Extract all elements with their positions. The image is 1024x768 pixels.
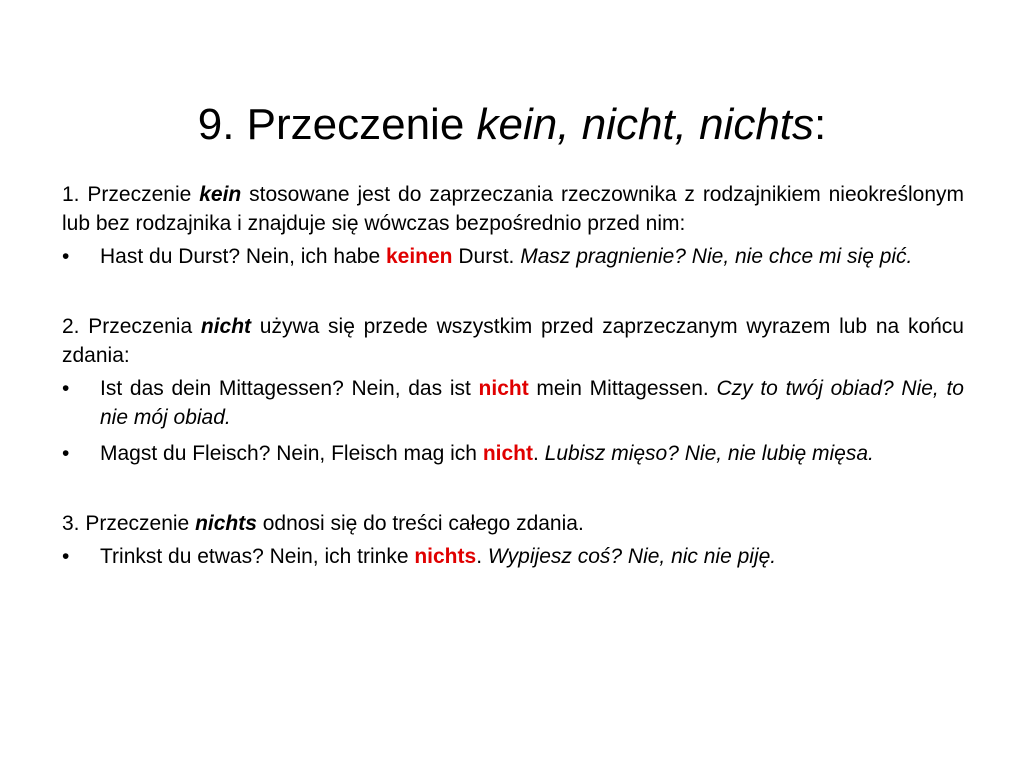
title-prefix: 9. Przeczenie (197, 100, 477, 150)
section-kein (62, 180, 964, 271)
section-intro (62, 180, 964, 238)
keyword: nicht (200, 315, 252, 338)
example-german: Magst du Fleisch? Nein, Fleisch mag ich (100, 442, 483, 465)
section-nichts (62, 509, 964, 571)
example-list (62, 374, 964, 468)
example-german: . (533, 442, 545, 465)
intro-text: używa się przede wszystkim przed zaprzeczanym wyrazem lub na końcu zdania: (62, 315, 964, 367)
example-translation: Wypijesz coś? Nie, nic nie piję. (487, 545, 777, 568)
bullet-icon: • (62, 245, 70, 268)
intro-text: 1. Przeczenie (62, 183, 200, 206)
keyword: nichts (195, 512, 257, 535)
example-german: Hast du Durst? Nein, ich habe (100, 245, 386, 268)
section-intro (62, 509, 964, 538)
example-german: . (476, 545, 488, 568)
negation-word: keinen (385, 245, 453, 268)
example-german: mein Mittagessen. (528, 377, 717, 400)
example-translation: Masz pragnienie? Nie, nie chce mi się pić. (520, 245, 913, 268)
section-intro (62, 312, 964, 370)
keyword: kein (199, 183, 242, 206)
example-german: Trinkst du etwas? Nein, ich trinke (100, 545, 415, 568)
example-translation: Czy to twój obiad? Nie, to nie mój obiad. (100, 377, 964, 429)
example-german: Durst. (452, 245, 521, 268)
spacer (62, 278, 964, 312)
negation-word: nichts (414, 545, 477, 568)
slide-content (62, 180, 964, 578)
negation-word: nicht (482, 442, 533, 465)
bullet-icon: • (62, 377, 70, 400)
spacer (62, 475, 964, 509)
example-item (62, 439, 964, 468)
example-item (62, 374, 964, 432)
example-item (62, 542, 964, 571)
example-item (62, 242, 964, 271)
title-italic: kein, nicht, nichts (476, 100, 815, 150)
bullet-icon: • (62, 545, 70, 568)
negation-word: nicht (478, 377, 529, 400)
bullet-icon: • (62, 442, 70, 465)
intro-text: 2. Przeczenia (62, 315, 201, 338)
example-list (62, 242, 964, 271)
section-nicht (62, 312, 964, 468)
slide-title (60, 95, 964, 155)
title-suffix: : (814, 100, 827, 150)
intro-text: odnosi się do treści całego zdania. (256, 512, 584, 535)
example-list (62, 542, 964, 571)
example-translation: Lubisz mięso? Nie, nie lubię mięsa. (544, 442, 874, 465)
intro-text: stosowane jest do zaprzeczania rzeczownika z rodzajnikiem nieokreślonym lub bez rodzajnika i znajduje się wówczas bezpośrednio przed nim: (62, 183, 964, 235)
example-german: Ist das dein Mittagessen? Nein, das ist (100, 377, 479, 400)
intro-text: 3. Przeczenie (62, 512, 196, 535)
